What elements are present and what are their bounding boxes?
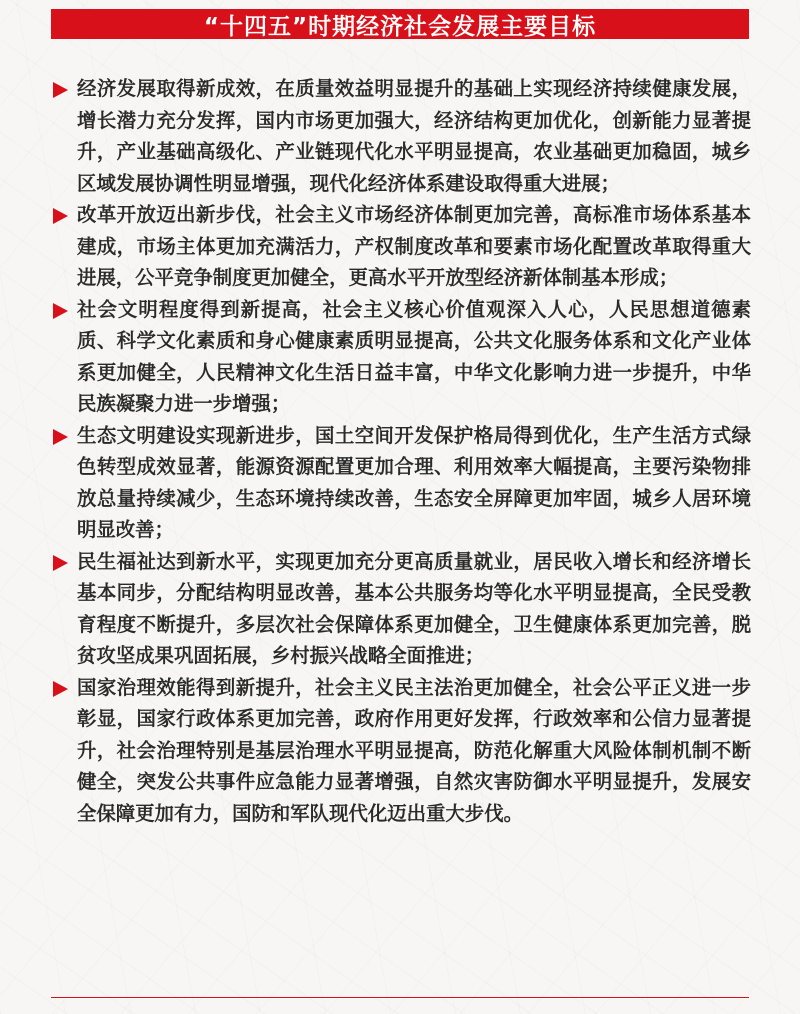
page-title: “十四五”时期经济社会发展主要目标 [203, 13, 597, 40]
bottom-divider [51, 997, 749, 998]
goals-list [51, 73, 751, 829]
goal-text: 改革开放迈出新步伐，社会主义市场经济体制更加完善，高标准市场体系基本建成，市场主体更加充满活力，产权制度改革和要素市场化配置改革取得重大进展，公平竞争制度更加健全，更高水平开放型经济新体制基本形成； [77, 203, 751, 289]
triangle-bullet-icon [53, 555, 68, 571]
goal-text: 生态文明建设实现新进步，国土空间开发保护格局得到优化，生产生活方式绿色转型成效显著，能源资源配置更加合理、利用效率大幅提高，主要污染物排放总量持续减少，生态环境持续改善，生态安全屏障更加牢固，城乡人居环境明显改善； [77, 423, 751, 541]
goal-item-reform [51, 199, 751, 294]
goal-item-ecology [51, 420, 751, 546]
triangle-bullet-icon [53, 681, 68, 697]
goal-item-livelihood [51, 546, 751, 672]
triangle-bullet-icon [53, 208, 68, 224]
triangle-bullet-icon [53, 429, 68, 445]
triangle-bullet-icon [53, 303, 68, 319]
triangle-bullet-icon [53, 82, 68, 98]
goal-item-civilization [51, 294, 751, 420]
goal-item-governance [51, 672, 751, 830]
goal-text: 国家治理效能得到新提升，社会主义民主法治更加健全，社会公平正义进一步彰显，国家行政体系更加完善，政府作用更好发挥，行政效率和公信力显著提升，社会治理特别是基层治理水平明显提高，防范化解重大风险体制机制不断健全，突发公共事件应急能力显著增强，自然灾害防御水平明显提升，发展安全保障更加有力，国防和军队现代化迈出重大步伐。 [77, 675, 751, 825]
goal-text: 民生福祉达到新水平，实现更加充分更高质量就业，居民收入增长和经济增长基本同步，分配结构明显改善，基本公共服务均等化水平明显提高，全民受教育程度不断提升，多层次社会保障体系更加健全，卫生健康体系更加完善，脱贫攻坚成果巩固拓展，乡村振兴战略全面推进； [77, 549, 751, 667]
goal-item-economy [51, 73, 751, 199]
goal-text: 社会文明程度得到新提高，社会主义核心价值观深入人心，人民思想道德素质、科学文化素质和身心健康素质明显提高，公共文化服务体系和文化产业体系更加健全，人民精神文化生活日益丰富，中华文化影响力进一步提升，中华民族凝聚力进一步增强； [77, 297, 751, 415]
goal-text: 经济发展取得新成效，在质量效益明显提升的基础上实现经济持续健康发展，增长潜力充分发挥，国内市场更加强大，经济结构更加优化，创新能力显著提升，产业基础高级化、产业链现代化水平明显提高，农业基础更加稳固，城乡区域发展协调性明显增强，现代化经济体系建设取得重大进展； [77, 77, 751, 195]
title-banner [51, 9, 749, 39]
